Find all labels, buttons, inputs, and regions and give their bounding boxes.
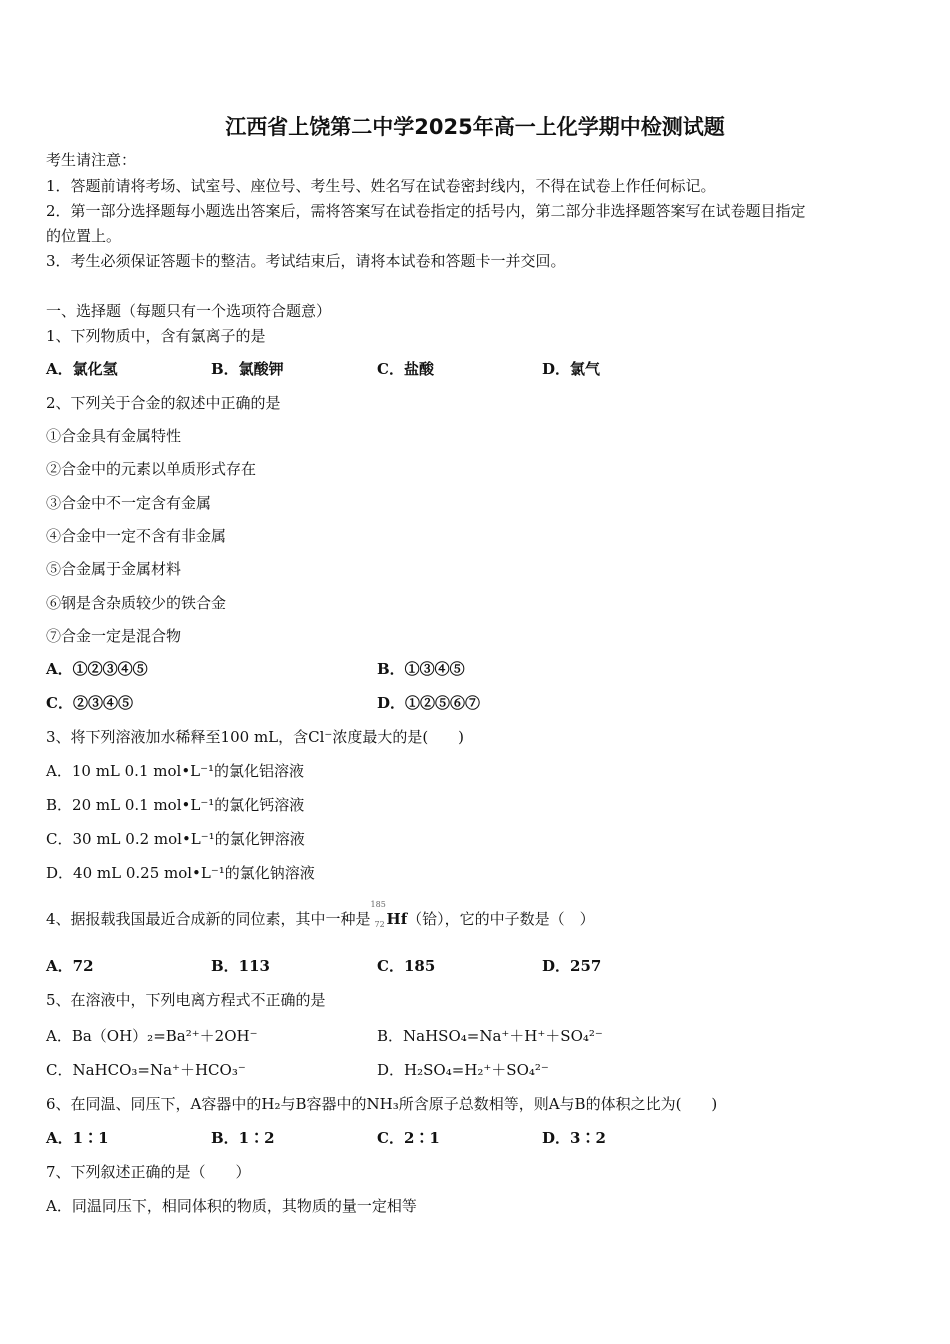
statement: ⑥钢是含杂质较少的铁合金: [46, 594, 227, 612]
option: B．①③④⑤: [377, 660, 465, 678]
notice-item: 的位置上。: [46, 227, 122, 245]
option: C．30 mL 0.2 mol•L⁻¹的氯化钾溶液: [46, 830, 305, 848]
question-stem: 7、下列叙述正确的是（ ）: [46, 1163, 251, 1181]
option: A．Ba（OH）₂=Ba²⁺＋2OH⁻: [46, 1027, 258, 1045]
notice-item: 2．第一部分选择题每小题选出答案后，需将答案写在试卷指定的括号内，第二部分非选择题答案写在试卷题目指定: [46, 202, 806, 220]
option: D．40 mL 0.25 mol•L⁻¹的氯化钠溶液: [46, 864, 315, 882]
statement: ②合金中的元素以单质形式存在: [46, 460, 257, 478]
option: A．72: [46, 957, 94, 975]
question-stem: 5、在溶液中，下列电离方程式不正确的是: [46, 991, 326, 1009]
option: B．NaHSO₄=Na⁺＋H⁺＋SO₄²⁻: [377, 1027, 603, 1045]
option: C．NaHCO₃=Na⁺＋HCO₃⁻: [46, 1061, 246, 1079]
question-stem: 1、下列物质中，含有氯离子的是: [46, 327, 266, 345]
option: B．1∶2: [211, 1129, 275, 1147]
question-stem: 6、在同温、同压下，A容器中的H₂与B容器中的NH₃所含原子总数相等，则A与B的体积之比为( ): [46, 1095, 718, 1113]
option: B．113: [211, 957, 270, 975]
option: D．①②⑤⑥⑦: [377, 694, 481, 712]
option: D．257: [542, 957, 602, 975]
option: C．185: [377, 957, 436, 975]
mass-number: 185: [370, 900, 386, 909]
element-symbol: Hf: [386, 910, 408, 928]
isotope-notation: [370, 900, 387, 929]
section-heading: 一、选择题（每题只有一个选项符合题意）: [46, 302, 332, 320]
option: B．氯酸钾: [211, 360, 284, 378]
option: A．①②③④⑤: [46, 660, 148, 678]
notice-item: 3．考生必须保证答题卡的整洁。考试结束后，请将本试卷和答题卡一并交回。: [46, 252, 566, 270]
question-stem: 3、将下列溶液加水稀释至100 mL，含Cl⁻浓度最大的是( ): [46, 728, 465, 746]
statement: ③合金中不一定含有金属: [46, 494, 212, 512]
notice-item: 1．答题前请将考场、试室号、座位号、考生号、姓名写在试卷密封线内，不得在试卷上作任何标记。: [46, 177, 716, 195]
option: B．20 mL 0.1 mol•L⁻¹的氯化钙溶液: [46, 796, 305, 814]
option: D．3∶2: [542, 1129, 606, 1147]
stem-text: （铪），它的中子数是（ ）: [407, 910, 595, 928]
question-stem: [46, 900, 595, 929]
option: A．10 mL 0.1 mol•L⁻¹的氯化铝溶液: [46, 762, 305, 780]
statement: ⑤合金属于金属材料: [46, 560, 182, 578]
option: A．氯化氢: [46, 360, 118, 378]
statement: ⑦合金一定是混合物: [46, 627, 182, 645]
option: A．1∶1: [46, 1129, 109, 1147]
option: C．盐酸: [377, 360, 434, 378]
statement: ④合金中一定不含有非金属: [46, 527, 227, 545]
option: D．H₂SO₄=H₂⁺＋SO₄²⁻: [377, 1061, 549, 1079]
option: A．同温同压下，相同体积的物质，其物质的量一定相等: [46, 1197, 417, 1215]
atomic-number: 72: [374, 920, 385, 929]
page-title: 江西省上饶第二中学2025年高一上化学期中检测试题: [225, 115, 725, 139]
statement: ①合金具有金属特性: [46, 427, 182, 445]
stem-text: 4、据报载我国最近合成新的同位素，其中一种是: [46, 910, 371, 928]
notice-heading: 考生请注意：: [46, 151, 137, 169]
option: C．2∶1: [377, 1129, 440, 1147]
option: D．氯气: [542, 360, 601, 378]
question-stem: 2、下列关于合金的叙述中正确的是: [46, 394, 281, 412]
option: C．②③④⑤: [46, 694, 133, 712]
